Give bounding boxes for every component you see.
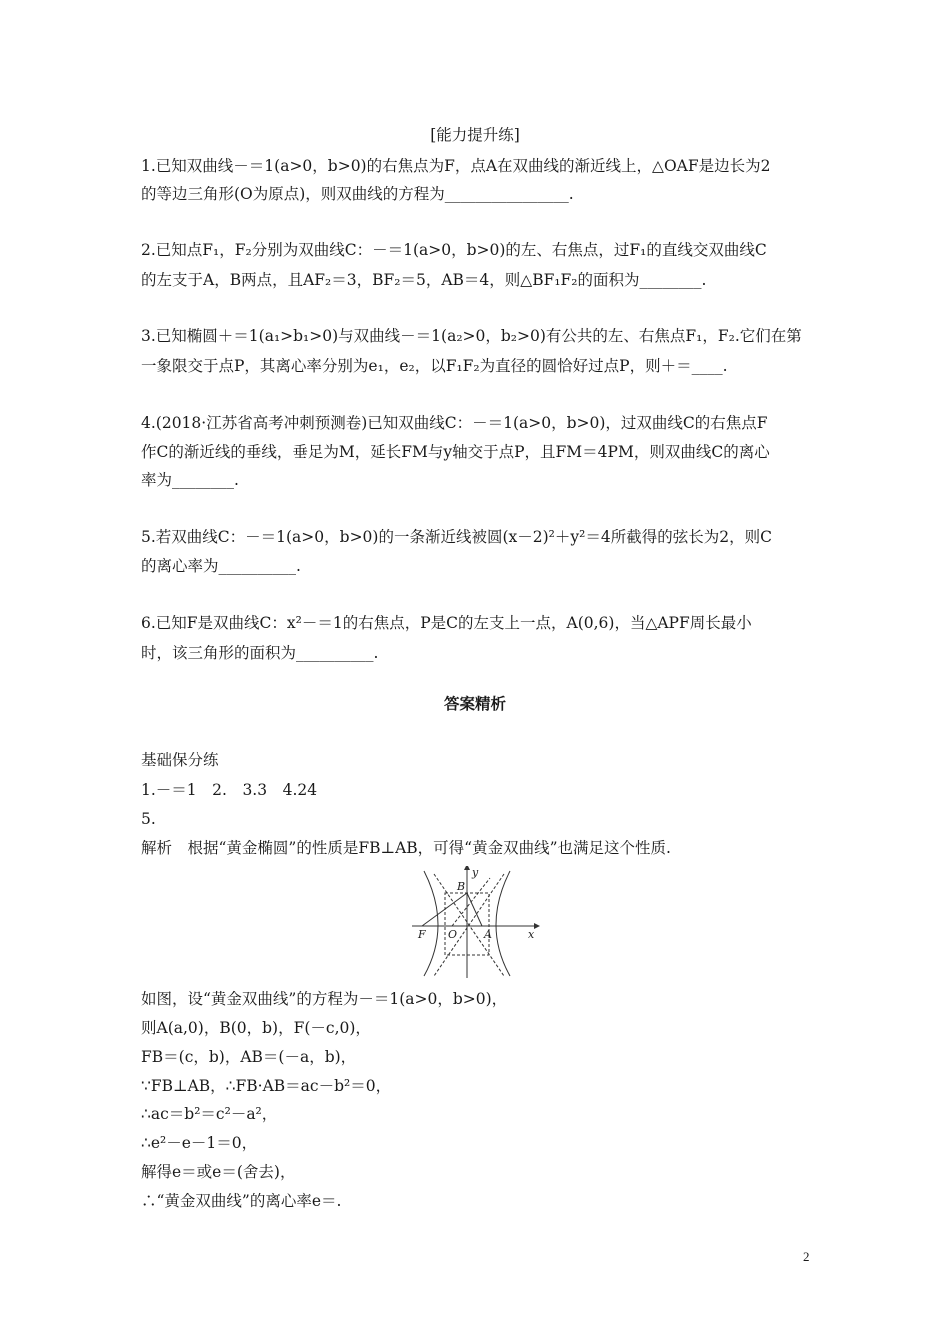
solution-line-1: 如图，设“黄金双曲线”的方程为－＝1(a>0，b>0)， [141, 990, 508, 1008]
analysis-line: 解析 根据“黄金椭圆”的性质是FB⊥AB，可得“黄金双曲线”也满足这个性质. [141, 839, 671, 857]
problem-4-line-2: 作C的渐近线的垂线，垂足为M，延长FM与y轴交于点P，且FM＝4PM，则双曲线C的离心 [141, 443, 770, 461]
label-x: x [528, 928, 535, 941]
problem-5-line-1: 5.若双曲线C：－＝1(a>0，b>0)的一条渐近线被圆(x－2)²＋y²＝4所截得的弦长为2，则C [141, 528, 772, 546]
problem-2-line-1: 2.已知点F₁，F₂分别为双曲线C：－＝1(a>0，b>0)的左、右焦点，过F₁的直线交双曲线C [141, 241, 767, 259]
x-axis-arrow [534, 923, 540, 929]
problem-2-line-2: 的左支于A，B两点，且AF₂＝3，BF₂＝5，AB＝4，则△BF₁F₂的面积为________. [141, 271, 707, 289]
problem-4-line-3: 率为________. [141, 471, 239, 489]
y-axis-arrow [464, 866, 470, 870]
problem-1-line-1: 1.已知双曲线－＝1(a>0，b>0)的右焦点为F，点A在双曲线的渐近线上，△OAF是边长为2 [141, 157, 771, 175]
problem-5-line-2: 的离心率为__________. [141, 557, 301, 575]
answer-title: 答案精析 [443, 694, 506, 713]
solution-line-5: ∴ac＝b²＝c²－a²， [141, 1105, 278, 1123]
solution-line-6: ∴e²－e－1＝0， [141, 1134, 258, 1152]
label-O: O [448, 928, 458, 941]
problem-6-line-2: 时，该三角形的面积为__________. [141, 644, 379, 662]
section-title: [能力提升练] [430, 126, 520, 144]
problem-6-line-1: 6.已知F是双曲线C：x²－＝1的右焦点，P是C的左支上一点，A(0,6)，当△APF周长最小 [141, 614, 752, 632]
answer-list: 1.－＝1 2. 3.3 4.24 [141, 781, 318, 799]
solution-line-4: ∵FB⊥AB，∴FB·AB＝ac－b²＝0， [141, 1077, 392, 1095]
solution-line-3: FB＝(c，b)，AB＝(－a，b)， [141, 1048, 357, 1066]
label-F: F [418, 928, 426, 941]
label-A: A [484, 928, 492, 941]
answer-5-label: 5. [141, 810, 156, 828]
solution-line-7: 解得e＝或e＝(舍去)， [141, 1163, 296, 1181]
problem-3-line-1: 3.已知椭圆＋＝1(a₁>b₁>0)与双曲线－＝1(a₂>0，b₂>0)有公共的左、右焦点F₁，F₂.它们在第 [141, 327, 802, 345]
label-y: y [472, 866, 479, 879]
right-hyperbola-branch [496, 871, 510, 976]
problem-3-line-2: 一象限交于点P，其离心率分别为e₁，e₂，以F₁F₂为直径的圆恰好过点P，则＋＝____. [141, 357, 728, 375]
problem-1-line-2: 的等边三角形(O为原点)，则双曲线的方程为________________. [141, 185, 574, 203]
label-B: B [457, 880, 466, 893]
solution-line-2: 则A(a,0)，B(0，b)，F(－c,0)， [141, 1019, 371, 1037]
solution-line-8: ∴“黄金双曲线”的离心率e＝. [141, 1192, 342, 1210]
problem-4-line-1: 4.(2018·江苏省高考冲刺预测卷)已知双曲线C：－＝1(a>0，b>0)，过双曲线C的右焦点F [141, 414, 768, 432]
page-number: 2 [803, 1249, 810, 1264]
answer-section-label: 基础保分练 [141, 751, 219, 769]
hyperbola-figure [412, 866, 542, 978]
